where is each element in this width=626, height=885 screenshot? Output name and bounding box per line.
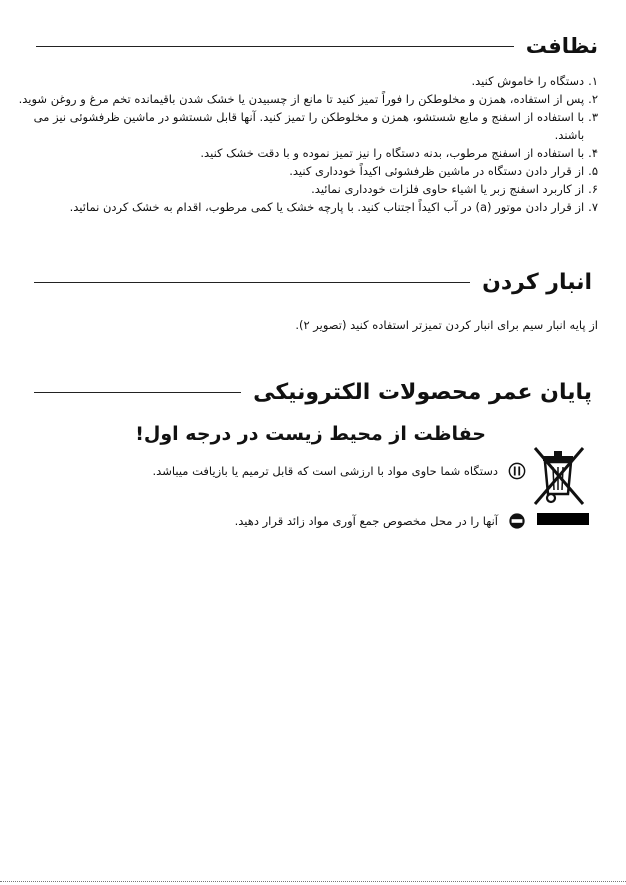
item-number: ۱. [588,74,598,88]
item-number: ۴. [588,146,598,160]
info-circle-icon [508,462,526,480]
item-number: ۷. [588,200,598,214]
bin-underline-bar [537,513,589,525]
list-item [10,198,598,216]
item-text: از قرار دادن دستگاه در ماشین ظرفشوئی اکیداً خودداری کنید. [289,164,585,178]
cleaning-list [10,72,598,216]
crossed-out-wheelie-bin-icon [530,440,588,510]
item-text: دستگاه را خاموش کنید. [471,74,585,88]
page-bottom-border [0,881,626,882]
cleaning-title: نظافت [525,34,598,58]
eol-header [34,380,592,405]
item-text: با استفاده از اسفنج مرطوب، بدنه دستگاه را نیز تمیز نموده و با دقت خشک کنید. [200,146,585,160]
item-text: با استفاده از اسفنج و مایع شستشو، همزن و مخلوطکن را تمیز کنید. آنها قابل شستشو در ماشین ظرفشوئی نیز می باشند. [33,110,585,142]
item-number: ۵. [588,164,598,178]
storage-text: از پایه انبار سیم برای انبار کردن تمیزتر استفاده کنید (تصویر ۲). [295,318,598,332]
storage-divider [34,282,470,283]
storage-header [34,270,592,295]
info-text: دستگاه شما حاوی مواد با ارزشی است که قابل ترمیم یا بازیافت میباشد. [152,464,498,478]
item-text: از کاربرد اسفنج زبر یا اشیاء حاوی فلزات خودداری نمائید. [311,182,585,196]
list-item [10,180,598,198]
collect-row [235,512,526,530]
list-item [10,72,598,90]
eol-divider [34,392,241,393]
item-number: ۶. [588,182,598,196]
env-protection-title: حفاظت از محیط زیست در درجه اول! [135,423,486,445]
list-item [10,90,598,108]
cleaning-divider [36,46,514,47]
list-item [10,162,598,180]
item-text: از قرار دادن موتور (a) در آب اکیداً اجتناب کنید. با پارچه خشک یا کمی مرطوب، اقدام به خشک کردن نمائید. [69,200,585,214]
cleaning-header [36,34,598,58]
storage-title: انبار کردن [482,270,592,295]
info-row [153,462,526,480]
item-text: پس از استفاده، همزن و مخلوطکن را فوراً تمیز کنید تا مانع از چسبیدن یا خشک شدن باقیمانده تخم مرغ و روغن شوید. [18,92,585,106]
item-number: ۲. [588,92,598,106]
list-item [10,144,598,162]
collect-text: آنها را در محل مخصوص جمع آوری مواد زائد قرار دهید. [234,514,498,528]
list-item [10,108,598,144]
eol-title: پایان عمر محصولات الکترونیکی [253,380,592,405]
item-number: ۳. [588,110,598,124]
collection-point-icon [508,512,526,530]
